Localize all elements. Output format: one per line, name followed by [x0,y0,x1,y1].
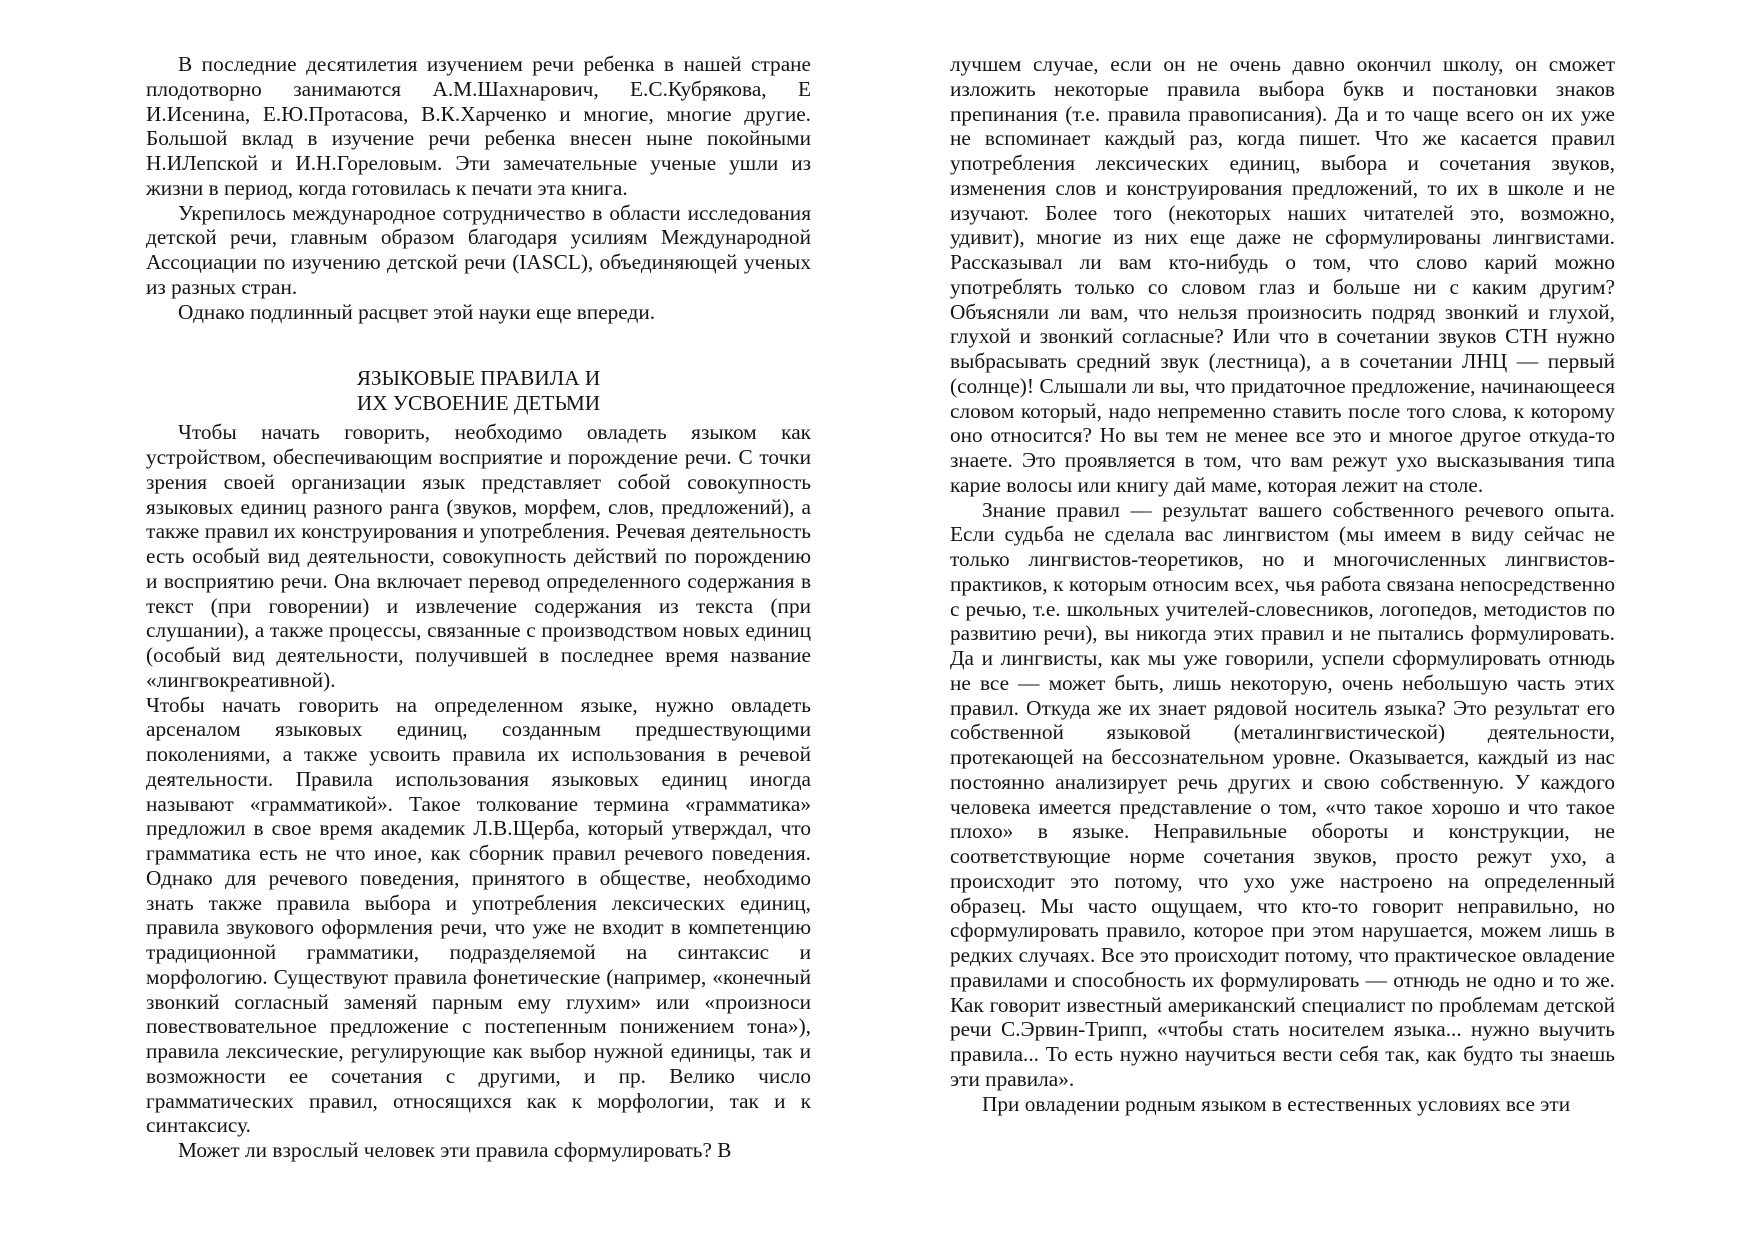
left-page [146,52,811,1163]
paragraph: лучшем случае, если он не очень давно окончил школу, он сможет изложить некоторые правила выбора букв и постановки знаков препинания (т.е. правила правописания). Да и то чаще всего он их уже не вспоминает каждый раз, когда пишет. Что же касается правил употребления лексических единиц, выбора и сочетания звуков, изменения слов и конструирования предложений, то их в школе и не изучают. Более того (некоторых наших читателей это, возможно, удивит), многие из них еще даже не сформулированы лингвистами. Рассказывал ли вам кто-нибудь о том, что слово карий можно употреблять только со словом глаз и больше ни с каким другим? Объясняли ли вам, что нельзя произносить подряд звонкий и глухой, глухой и звонкий согласные? Или что в сочетании звуков СТН нужно выбрасывать средний звук (лестница), а в сочетании ЛНЦ — первый (солнце)! Слышали ли вы, что придаточное предложение, начинающееся словом который, надо непременно ставить после того слова, к которому оно относится? Но вы тем не менее все это и многое другое откуда-то знаете. Это проявляется в том, что вам режут ухо высказывания типа карие волосы или книгу дай маме, которая лежит на столе. [950,52,1615,497]
paragraph: При овладении родным языком в естественных условиях все эти [982,1091,1571,1116]
section-heading-line: ЯЗЫКОВЫЕ ПРАВИЛА И [356,366,601,391]
section-heading [146,366,811,416]
right-page [950,52,1615,1116]
paragraph: Однако подлинный расцвет этой науки еще впереди. [178,299,656,324]
paragraph: Чтобы начать говорить, необходимо овладеть языком как устройством, обеспечивающим восприятие и порождение речи. С точки зрения своей организации язык представляет собой совокупность языковых единиц разного ранга (звуков, морфем, слов, предложений), а также правил их конструирования и употребления. Речевая деятельность есть особый вид деятельности, совокупность действий по порождению и восприятию речи. Она включает перевод определенного содержания в текст (при говорении) и извлечение содержания из текста (при слушании), а также процессы, связанные с производством новых единиц (особый вид деятельности, получившей в последнее время название «лингвокреативной). [146,420,811,692]
paragraph: Может ли взрослый человек эти правила сформулировать? В [178,1138,732,1162]
paragraph: Знание правил — результат вашего собственного речевого опыта. Если судьба не сделала вас лингвистом (мы имеем в виду сейчас не только лингвистов-теоретиков, но и многочисленных лингвистов-практиков, к которым относим всех, чья работа связана непосредственно с речью, т.е. школьных учителей-словесников, логопедов, методистов по развитию речи), вы никогда этих правил и не пытались формулировать. Да и лингвисты, как мы уже говорили, успели сформулировать отнюдь не все — может быть, лишь некоторую, очень небольшую часть этих правил. Откуда же их знает рядовой носитель языка? Это результат его собственной языковой (металингвистической) деятельности, протекающей на бессознательном уровне. Оказывается, каждый из нас постоянно анализирует речь других и свою собственную. У каждого человека имеется представление о том, «что такое хорошо и что такое плохо» в языке. Неправильные обороты и конструкции, не соответствующие норме сочетания звуков, просто режут ухо, а происходит это потому, что ухо уже настроено на определенный образец. Мы часто ощущаем, что кто-то говорит неправильно, но сформулировать правило, которое при этом нарушается, можем лишь в редких случаях. Все это происходит потому, что практическое овладение правилами и способность их формулировать — отнюдь не одно и то же. Как говорит известный американский специалист по проблемам детской речи С.Эрвин-Трипп, «чтобы стать носителем языка... нужно выучить правила... То есть нужно научиться вести себя так, как будто ты знаешь эти правила». [950,497,1615,1091]
section-heading-line: ИХ УСВОЕНИЕ ДЕТЬМИ [356,391,601,416]
paragraph: Укрепилось международное сотрудничество в области исследования детской речи, главным образом благодаря усилиям Международной Ассоциации по изучению детской речи (IASCL), объединяющей ученых из разных стран. [146,200,811,299]
paragraph: Чтобы начать говорить на определенном языке, нужно овладеть арсеналом языковых единиц, созданным предшествующими поколениями, а также усвоить правила их использования в речевой деятельности. Правила использования языковых единиц иногда называют «грамматикой». Такое толкование термина «грамматика» предложил в свое время академик Л.В.Щерба, который утверждал, что грамматика есть не что иное, как сборник правил речевого поведения. Однако для речевого поведения, принятого в обществе, необходимо знать также правила выбора и употребления лексических единиц, правила звукового оформления речи, что уже не входит в компетенцию традиционной грамматики, подразделяемой на синтаксис и морфологию. Существуют правила фонетические (например, «конечный звонкий согласный заменяй парным ему глухим» или «произноси повествовательное предложение с постепенным понижением тона»), правила лексические, регулирующие как выбор нужной единицы, так и возможности ее сочетания с другими, и пр. Велико число грамматических правил, относящихся как к морфологии, так и к синтаксису. [146,692,811,1138]
paragraph: В последние десятилетия изучением речи ребенка в нашей стране плодотворно занимаются А.М.Шахнарович, Е.С.Кубрякова, Е И.Исенина, Е.Ю.Протасова, В.К.Харченко и многие, многие другие. Большой вклад в изучение речи ребенка внесен ныне покойными Н.ИЛепской и И.Н.Гореловым. Эти замечательные ученые ушли из жизни в период, когда готовилась к печати эта книга. [146,52,811,200]
